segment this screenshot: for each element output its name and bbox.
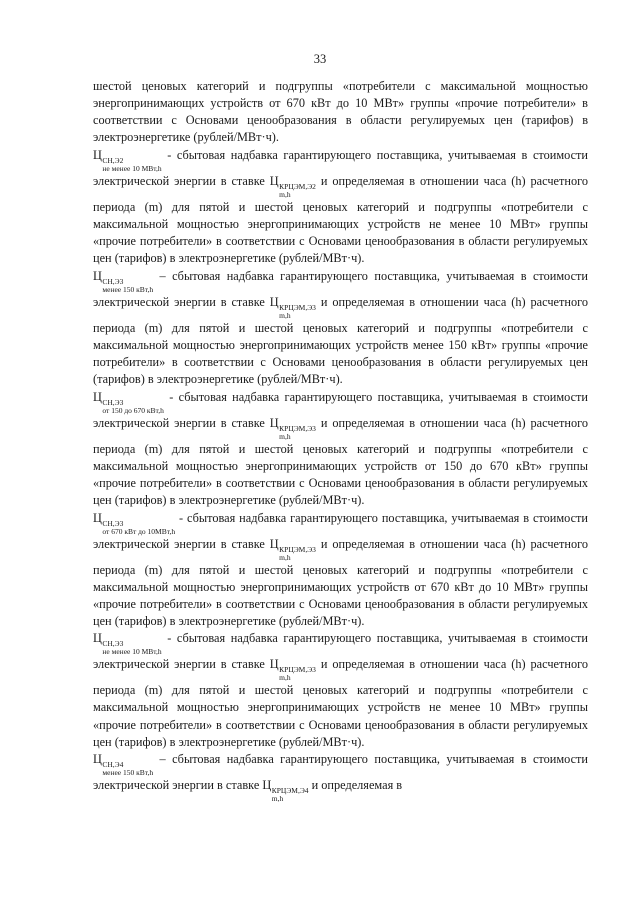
symbol-superscript: СН,Э3 [102,397,124,407]
definition-paragraph [93,268,588,388]
rate-superscript: КРЦЭМ,Э3 [279,302,316,312]
definition-text-after: и определяемая в отношении часа (h) расчетного периода (m) для пятой и шестой ценовых категорий и подгруппы «потребители с максимальной мощностью энергопринимающих устройств не менее 10 МВт» группы «прочие потребители» в соответствии с Основами ценообразования в области регулируемых цен (тарифов) в электроэнергетике (рублей/МВт·ч). [93,657,588,749]
symbol-subscript: не менее 10 МВт,h [102,163,162,173]
document-body [93,78,588,804]
symbol-superscript: СН,Э3 [102,276,124,286]
definition-text-after: и определяемая в отношении часа (h) расчетного периода (m) для пятой и шестой ценовых категорий и подгруппы «потребители с максимальной мощностью энергопринимающих устройств не менее 10 МВт» группы «прочие потребители» в соответствии с Основами ценообразования в области регулируемых цен (тарифов) в электроэнергетике (рублей/МВт·ч). [93,173,588,266]
page-number: 33 [313,52,327,66]
definition-text: - сбытовая надбавка гарантирующего поставщика, учитываемая в стоимости электрической энергии в ставке [93,631,588,672]
definition-text: – сбытовая надбавка гарантирующего поставщика, учитываемая в стоимости электрической энергии в ставке [93,268,588,309]
formula-symbol [93,510,176,536]
symbol-superscript: СН,Э3 [102,639,124,649]
definition-text: - сбытовая надбавка гарантирующего поставщика, учитываемая в стоимости электрической энергии в ставке [93,510,588,551]
paragraph-continuation [93,78,588,146]
rate-symbol [269,415,316,441]
definition-paragraph [93,147,588,267]
symbol-subscript: менее 150 кВт,h [102,768,154,778]
rate-letter: Ц [269,657,279,672]
symbol-superscript: СН,Э2 [102,155,124,165]
symbol-subscript: от 150 до 670 кВт,h [102,405,164,415]
formula-symbol [93,147,162,173]
rate-subscript: m,h [279,431,291,441]
rate-superscript: КРЦЭМ,Э3 [279,665,316,675]
symbol-letter: Ц [93,752,102,767]
symbol-superscript: СН,Э4 [102,760,124,770]
symbol-letter: Ц [93,631,102,646]
paragraph-text: шестой ценовых категорий и подгруппы «потребители с максимальной мощностью энергопринимающих устройств от 670 кВт до 10 МВт» группы «прочие потребители» в соответствии с Основами ценообразования в области регулируемых цен (тарифов) в электроэнергетике (рублей/МВт·ч). [93,79,588,145]
rate-subscript: m,h [279,310,291,320]
symbol-subscript: не менее 10 МВт,h [102,647,162,657]
formula-symbol [93,268,154,294]
rate-letter: Ц [269,536,279,551]
rate-subscript: m,h [271,794,284,804]
rate-letter: Ц [262,778,272,793]
definition-text: - сбытовая надбавка гарантирующего поставщика, учитываемая в стоимости электрической энергии в ставке [93,389,588,430]
formula-symbol [93,631,162,657]
formula-symbol [93,389,164,415]
symbol-letter: Ц [93,268,102,283]
definition-paragraph [93,751,588,803]
symbol-letter: Ц [93,389,102,404]
symbol-letter: Ц [93,147,102,162]
definition-text-after: и определяемая в отношении часа (h) расчетного периода (m) для пятой и шестой ценовых категорий и подгруппы «потребители с максимальной мощностью энергопринимающих устройств менее 150 кВт» группы «прочие потребители» в соответствии с Основами ценообразования в области регулируемых цен (тарифов) в электроэнергетике (рублей/МВт·ч). [93,294,588,387]
rate-superscript: КРЦЭМ,Э3 [279,423,316,433]
definition-text-after: и определяемая в отношении часа (h) расчетного периода (m) для пятой и шестой ценовых категорий и подгруппы «потребители с максимальной мощностью энергопринимающих устройств от 670 кВт до 10 МВт» группы «прочие потребители» в соответствии с Основами ценообразования в области регулируемых цен (тарифов) в электроэнергетике (рублей/МВт·ч). [93,536,588,628]
definition-text-after: и определяемая в [308,778,403,793]
rate-subscript: m,h [279,189,291,199]
rate-superscript: КРЦЭМ,Э2 [279,181,316,191]
rate-symbol [269,536,316,562]
definition-paragraph [93,510,588,630]
rate-subscript: m,h [279,673,291,683]
definition-paragraph [93,389,588,509]
rate-letter: Ц [269,173,279,188]
rate-superscript: КРЦЭМ,Э3 [279,544,316,554]
rate-symbol [269,294,316,320]
rate-symbol [269,173,316,199]
symbol-subscript: менее 150 кВт,h [102,284,154,294]
rate-subscript: m,h [279,552,291,562]
definition-paragraph [93,630,588,750]
symbol-letter: Ц [93,510,102,525]
rate-letter: Ц [269,294,279,309]
rate-symbol [262,778,309,804]
rate-letter: Ц [269,415,279,430]
definition-text: – сбытовая надбавка гарантирующего поставщика, учитываемая в стоимости электрической энергии в ставке [93,752,588,793]
rate-symbol [269,657,316,683]
definition-text-after: и определяемая в отношении часа (h) расчетного периода (m) для пятой и шестой ценовых категорий и подгруппы «потребители с максимальной мощностью энергопринимающих устройств от 150 до 670 кВт» группы «прочие потребители» в соответствии с Основами ценообразования в области регулируемых цен (тарифов) в электроэнергетике (рублей/МВт·ч). [93,415,588,507]
definition-text: - сбытовая надбавка гарантирующего поставщика, учитываемая в стоимости электрической энергии в ставке [93,147,588,188]
symbol-subscript: от 670 кВт до 10МВт,h [102,526,176,536]
formula-symbol [93,752,154,778]
rate-superscript: КРЦЭМ,Э4 [271,786,309,796]
symbol-superscript: СН,Э3 [102,518,124,528]
